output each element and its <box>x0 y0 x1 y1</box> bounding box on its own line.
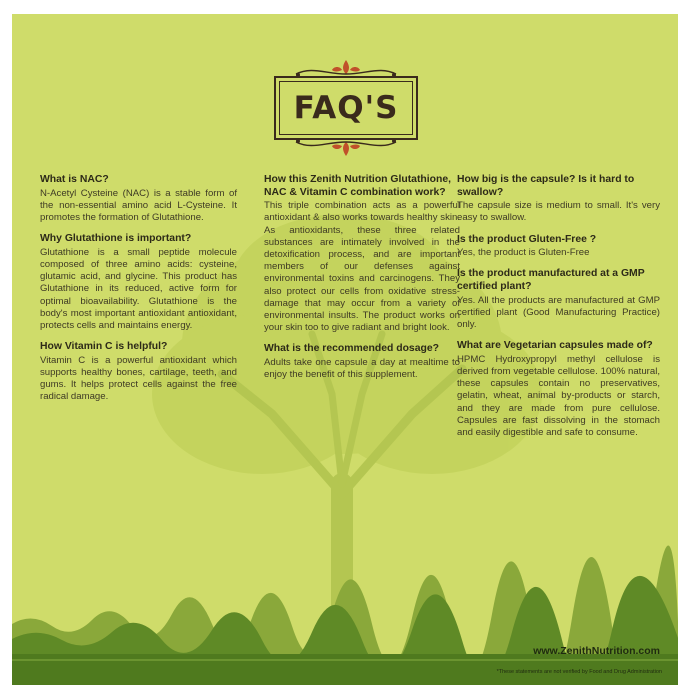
bottom-ornament <box>296 139 396 156</box>
page-title: FAQ'S <box>293 90 399 126</box>
title-frame <box>262 56 430 160</box>
faq-answer: Adults take one capsule a day at mealtime to enjoy the benefit of this supplement. <box>264 357 460 381</box>
faq-answer: Vitamin C is a powerful antioxidant which supports healthy bones, cartilage, teeth, and gums. It helps protect cells against the free radical damage. <box>40 354 237 403</box>
title-box <box>274 76 418 140</box>
faq-answer: Glutathione is a small peptide molecule composed of three amino acids: cysteine, glutamic acid, and glycine. This product has Glutathione in its reduced, active form for optimal bioavailability. Glutathione is the body's most important antioxidant antioxidant, protects cells and maintains energy. <box>40 246 237 332</box>
faq-question: What are Vegetarian capsules made of? <box>457 340 653 352</box>
faq-question: Why Glutathione is important? <box>40 233 192 245</box>
faq-answer: This triple combination acts as a powerful antioxidant & also works towards healthy skin. As antioxidants, these three related substances are intimately involved in the detoxification process, and are important members of our defenses against environmental toxins and carcinogens. They also protect our cells from oxidative stress-damage that may occur from a variety of environmental insults. The product works on your skin too to give radiant and bright look. <box>264 200 460 334</box>
faq-column-2 <box>264 174 460 390</box>
top-ornament <box>296 60 396 77</box>
fda-disclaimer: *These statements are not verified by Food and Drug Administration <box>496 669 662 675</box>
faq-question: How this Zenith Nutrition Glutathione, NAC & Vitamin C combination work? <box>264 174 452 198</box>
faq-question: How Vitamin C is helpful? <box>40 341 168 353</box>
faq-question: What is NAC? <box>40 174 109 185</box>
faq-question: What is the recommended dosage? <box>264 343 439 355</box>
faq-column-1 <box>40 174 237 413</box>
faq-answer: HPMC Hydroxypropyl methyl cellulose is derived from vegetable cellulose. 100% natural, these capsules contain no preservatives, gelatin, wheat, animal by-products or starch, and they are made from pure cellulose. Capsules are fast dissolving in the stomach and easily digestible and safe to consume. <box>457 353 660 438</box>
faq-poster <box>12 14 678 685</box>
faq-answer: The capsule size is medium to small. It's very easy to swallow. <box>457 200 660 224</box>
faq-answer: Yes. All the products are manufactured at GMP certified plant (Good Manufacturing Practice) only. <box>457 294 660 330</box>
faq-answer: Yes, the product is Gluten-Free <box>457 247 590 259</box>
website-url: www.ZenithNutrition.com <box>533 645 660 657</box>
faq-answer: N-Acetyl Cysteine (NAC) is a stable form of the non-essential amino acid L-Cysteine. It promotes the formation of Glutathione. <box>40 187 237 223</box>
faq-column-3 <box>457 174 660 448</box>
faq-question: Is the product Gluten-Free ? <box>457 233 597 245</box>
faq-question: How big is the capsule? Is it hard to swallow? <box>457 174 635 198</box>
faq-question: Is the product manufactured at a GMP certified plant? <box>457 268 645 292</box>
